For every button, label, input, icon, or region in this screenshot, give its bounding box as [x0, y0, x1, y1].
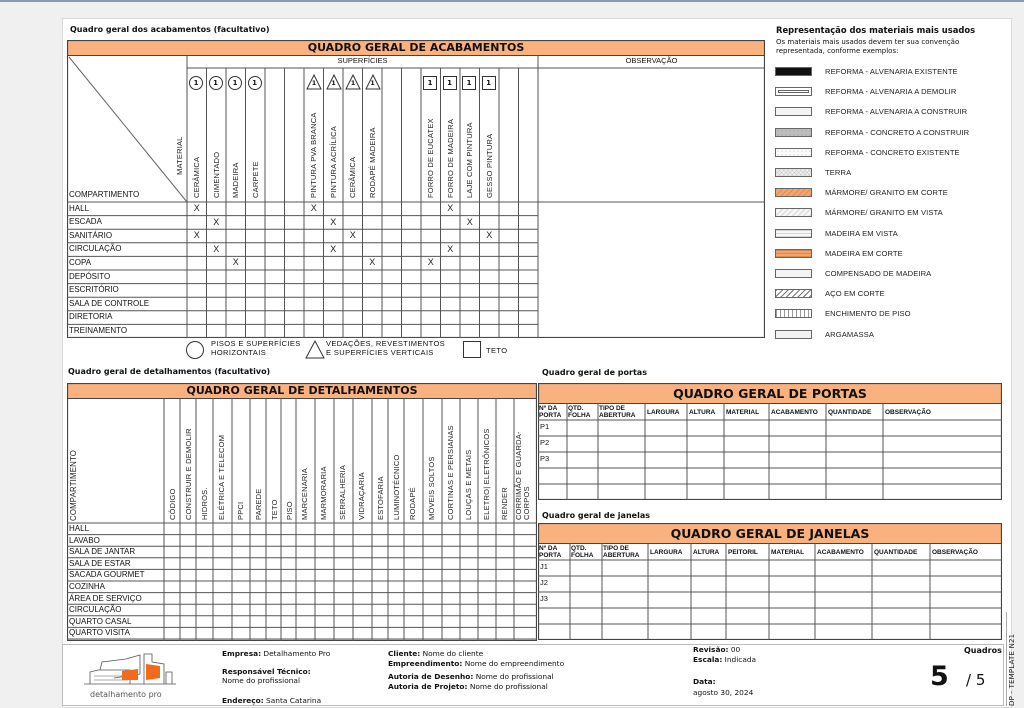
det-column-header: CORRIMÃO E GUARDA- [514, 431, 523, 520]
template-code: DP - TEMPLATE N21 [1008, 633, 1016, 706]
portas-table [538, 383, 1002, 500]
responsavel-label: Responsável Técnico: [222, 667, 311, 676]
janelas-table-title: QUADRO GERAL DE JANELAS [670, 526, 870, 541]
data-field [693, 677, 716, 686]
triangle-legend-line-1: VEDAÇÕES, REVESTIMENTOS [326, 339, 446, 348]
det-column-header: MARCENARIA [300, 467, 309, 520]
janelas-column-header [603, 545, 639, 559]
triangle-badge-icon [326, 74, 342, 89]
triangle-legend-line-2: E SUPERFÍCIES VERTICAIS [326, 347, 434, 357]
escala-value: Indicada [724, 655, 757, 664]
portas-column-header [599, 405, 635, 419]
janelas-column-header [571, 545, 593, 559]
det-column-header: CÓDIGO [168, 488, 177, 520]
acab-row-label: HALL [69, 203, 90, 213]
det-column-header: PPCI [236, 501, 245, 520]
det-row-label: SALA DE ESTAR [69, 558, 131, 568]
detalhamentos-table [67, 383, 537, 641]
circle-badge-icon: 1 [209, 76, 223, 90]
acab-diagonal [69, 57, 187, 202]
acab-row-label: ESCADA [69, 217, 102, 227]
portas-column-header: MATERIAL [726, 409, 760, 416]
det-column-header: PAREDE [254, 488, 263, 520]
circle-legend-label [211, 340, 301, 357]
portas-header-line-2: ABERTURA [599, 412, 636, 419]
material-axis-label: MATERIAL [175, 136, 184, 175]
autoria-desenho-value: Nome do profissional [475, 672, 554, 681]
acab-mark-x: X [447, 243, 454, 254]
escala-field [693, 655, 756, 664]
det-row-label: SALA DE JANTAR [69, 547, 136, 557]
empreendimento-field [388, 659, 564, 668]
janelas-row-id: J3 [540, 594, 548, 603]
material-swatch-icon [775, 148, 812, 157]
materiais-title: Representação dos materiais mais usados [776, 25, 976, 35]
acab-row-label: DIRETORIA [69, 312, 113, 322]
acab-mark-x: X [486, 230, 493, 241]
janelas-row-id: J1 [540, 562, 548, 571]
observacao-header: OBSERVAÇÃO [625, 56, 678, 65]
acabamentos-section-title: Quadro geral dos acabamentos (facultativo) [70, 25, 270, 34]
acabamentos-table-title: QUADRO GERAL DE ACABAMENTOS [307, 41, 525, 54]
det-column-header-cont: CORPOS [522, 486, 531, 520]
materiais-subtitle-line-1: Os materiais mais usados devem ter sua convenção [776, 38, 960, 46]
materiais-subtitle-line-2: representada, conforme exemplos: [776, 47, 899, 55]
acab-row-label: TREINAMENTO [69, 325, 128, 335]
responsavel-value: Nome do profissional [222, 676, 300, 685]
compartimento-axis-label: COMPARTIMENTO [69, 190, 140, 199]
square-badge-icon: 1 [462, 76, 476, 90]
det-row-label: QUARTO CASAL [69, 616, 132, 626]
janelas-header-line-2: PORTA [539, 552, 562, 559]
portas-column-header: LARGURA [647, 409, 680, 416]
janelas-header-line-1: QTD. [571, 545, 587, 552]
material-label: REFORMA - ALVENARIA EXISTENTE [825, 67, 958, 76]
det-column-header: ESTOFARIA [376, 476, 385, 520]
material-swatch-icon [775, 208, 812, 217]
janelas-column-header: QUANTIDADE [874, 549, 918, 556]
acab-row-label: DEPÓSITO [69, 271, 111, 281]
acabamentos-table [67, 40, 765, 338]
portas-header-line-2: FOLHA [568, 412, 591, 419]
material-label: MÁRMORE/ GRANITO EM VISTA [825, 208, 943, 218]
acab-mark-x: X [447, 203, 454, 213]
triangle-badge-icon [306, 74, 322, 89]
portas-header-line-1: Nº DA [539, 405, 558, 412]
portas-row-id: P2 [540, 438, 550, 447]
quadros-label: Quadros [964, 646, 1002, 655]
acab-mark-x: X [330, 243, 337, 254]
detalhamentos-table-title: QUADRO GERAL DE DETALHAMENTOS [186, 384, 418, 397]
empreendimento-value: Nome do empreendimento [464, 659, 565, 668]
triangle-badge-text: 1 [311, 79, 317, 87]
material-label: TERRA [825, 168, 852, 177]
det-column-header: RENDER [500, 487, 509, 520]
janelas-header-line-1: TIPO DE [603, 545, 630, 552]
acab-row-label: COPA [69, 257, 92, 267]
acab-mark-x: X [466, 216, 473, 227]
det-column-header: RODAPÉ [408, 487, 417, 520]
square-badge-icon: 1 [443, 76, 457, 90]
triangle-legend-label [326, 340, 445, 357]
acab-column-header: LAJE COM PINTURA [465, 122, 474, 198]
janelas-column-header: MATERIAL [771, 549, 805, 556]
material-label: REFORMA - CONCRETO EXISTENTE [825, 147, 960, 157]
autoria-desenho-field [388, 672, 554, 681]
portas-column-header [568, 405, 590, 419]
revisao-field [693, 645, 740, 654]
responsavel-field [222, 667, 311, 676]
escala-label: Escala: [693, 655, 723, 664]
endereco-label: Endereço: [222, 696, 264, 705]
material-swatch-icon [775, 309, 812, 318]
portas-section-title: Quadro geral de portas [542, 368, 647, 377]
material-swatch-icon [775, 107, 812, 116]
material-label: ENCHIMENTO DE PISO [825, 309, 911, 319]
autoria-projeto-label: Autoria de Projeto: [388, 682, 468, 691]
page-total: / 5 [966, 671, 986, 689]
det-column-header: LUMINOTÉCNICO [392, 454, 401, 520]
acab-mark-x: X [213, 216, 220, 227]
material-label: MADEIRA EM VISTA [825, 228, 898, 238]
cliente-field [388, 649, 483, 658]
det-column-header: HIDROS. [200, 487, 209, 520]
acab-mark-x: X [213, 243, 220, 254]
circle-badge-icon: 1 [228, 76, 242, 90]
material-swatch-icon [775, 229, 812, 238]
triangle-badge-text: 1 [331, 79, 336, 87]
det-column-header: ELETRO| ELETRÔNICOS [482, 428, 491, 520]
empresa-value: Detalhamento Pro [263, 649, 331, 658]
acab-column-header: PINTURA PVA BRANCA [309, 112, 318, 198]
triangle-badge-icon [345, 74, 361, 89]
cliente-label: Cliente: [388, 649, 421, 658]
portas-column-header [539, 405, 561, 419]
acab-column-header: PINTURA ACRÍLICA [328, 126, 338, 198]
material-swatch-icon [775, 188, 812, 197]
square-badge-icon: 1 [423, 76, 437, 90]
material-swatch-icon [775, 249, 812, 258]
material-label: MÁRMORE/ GRANITO EM CORTE [825, 188, 948, 198]
acab-column-header: MADEIRA [231, 162, 240, 198]
detalhamentos-section-title: Quadro geral de detalhamentos (facultativo) [68, 367, 271, 376]
page-current: 5 [930, 661, 949, 692]
janelas-header-line-1: Nº DA [539, 545, 558, 552]
acab-border [68, 41, 765, 338]
janelas-column-header: ALTURA [693, 549, 720, 556]
material-label: ARGAMASSA [825, 329, 875, 339]
triangle-legend-icon [305, 340, 325, 359]
acab-row-label: ESCRITÓRIO [69, 285, 119, 295]
acab-column-header: CERÂMICA [192, 156, 201, 198]
square-badge-icon: 1 [482, 76, 496, 90]
acab-mark-x: X [193, 230, 200, 241]
acab-mark-x: X [193, 203, 200, 213]
material-label: MADEIRA EM CORTE [825, 248, 903, 258]
det-column-header: SERRALHERIA [338, 464, 347, 520]
portas-header-line-1: TIPO DE [599, 405, 626, 412]
empresa-field [222, 649, 330, 658]
janelas-column-header [539, 545, 561, 559]
janelas-row-id: J2 [540, 578, 548, 587]
material-swatch-icon [775, 269, 812, 278]
acab-row-label: CIRCULAÇÃO [69, 244, 122, 254]
material-swatch-icon [775, 168, 812, 177]
portas-header-line-1: QTD. [568, 405, 584, 412]
autoria-projeto-field [388, 682, 548, 691]
det-row-label: SACADA GOURMET [69, 570, 145, 580]
det-row-label: ÁREA DE SERVIÇO [69, 593, 142, 603]
revisao-label: Revisão: [693, 645, 729, 654]
material-swatch-icon [775, 289, 812, 298]
acab-mark-x: X [427, 257, 434, 268]
acab-row-label: SANITÁRIO [69, 230, 113, 240]
material-label: AÇO EM CORTE [825, 289, 885, 299]
janelas-header-line-2: FOLHA [571, 552, 594, 559]
material-label: REFORMA - ALVENARIA A DEMOLIR [825, 87, 957, 97]
acab-column-header: GESSO PINTURA [484, 133, 494, 198]
acab-mark-x: X [330, 216, 337, 227]
portas-column-header: OBSERVAÇÃO [885, 409, 931, 416]
acab-column-header: CERÂMICA [348, 156, 357, 198]
triangle-badge-icon [365, 74, 381, 89]
empreendimento-label: Empreendimento: [388, 659, 463, 668]
janelas-section-title: Quadro geral de janelas [542, 511, 650, 520]
company-logo [80, 650, 180, 690]
material-label: COMPENSADO DE MADEIRA [825, 269, 932, 278]
logo-text: detalhamento pro [90, 690, 162, 699]
acab-mark-x: X [349, 230, 356, 241]
data-label: Data: [693, 677, 716, 686]
portas-row-id: P1 [540, 422, 550, 431]
acab-column-header: RODAPÉ MADEIRA [367, 127, 377, 198]
det-column-header: CORTINAS E PERSIANAS [446, 425, 455, 520]
empresa-label: Empresa: [222, 649, 262, 658]
data-value: agosto 30, 2024 [693, 688, 754, 697]
acabamentos-grid [67, 40, 765, 338]
portas-column-header: ACABAMENTO [771, 409, 818, 416]
det-row-label: QUARTO VISITA [69, 628, 130, 638]
superficies-header: SUPERFÍCIES [337, 56, 388, 65]
janelas-column-header: LARGURA [650, 549, 683, 556]
endereco-value: Santa Catarina [266, 696, 322, 705]
circle-badge-icon: 1 [248, 76, 262, 90]
det-column-header: ELÉTRICA E TELECOM [217, 434, 226, 520]
cliente-value: Nome do cliente [422, 649, 484, 658]
det-column-header: MÓVEIS SOLTOS [427, 456, 436, 520]
revisao-value: 00 [730, 645, 741, 654]
acab-column-header: FORRO DE MADEIRA [445, 118, 455, 198]
acab-row-label: SALA DE CONTROLE [69, 298, 150, 308]
janelas-header-line-2: ABERTURA [603, 552, 640, 559]
janelas-column-header: PEITORIL [728, 549, 758, 556]
acab-mark-x: X [369, 257, 376, 268]
materiais-subtitle [776, 38, 959, 56]
det-compartimento-label: COMPARTIMENTO [69, 449, 78, 521]
portas-header-line-2: PORTA [539, 412, 562, 419]
acab-column-header: FORRO DE EUCATEX [426, 118, 435, 198]
autoria-projeto-value: Nome do profissional [469, 682, 548, 691]
det-column-header: PISO [285, 501, 294, 520]
endereco-field [222, 696, 321, 705]
circle-legend-line-2: HORIZONTAIS [211, 347, 267, 357]
janelas-column-header: ACABAMENTO [817, 549, 864, 556]
det-column-header: LOUÇAS E METAIS [464, 449, 473, 520]
janelas-table [538, 523, 1002, 640]
acab-mark-x: X [232, 257, 239, 268]
portas-table-title: QUADRO GERAL DE PORTAS [673, 386, 867, 401]
portas-column-header: ALTURA [689, 409, 716, 416]
det-row-label: CIRCULAÇÃO [69, 605, 122, 615]
portas-column-header: QUANTIDADE [828, 409, 872, 416]
circle-legend-line-1: PISOS E SUPERFÍCIES [211, 339, 301, 348]
triangle-badge-text: 1 [370, 79, 375, 87]
window-top-edge [0, 0, 1024, 2]
det-column-header: VIDRAÇARIA [357, 472, 366, 520]
circle-legend-icon [186, 341, 204, 359]
det-column-header: MARMORARIA [319, 466, 328, 520]
material-swatch-icon [775, 67, 812, 76]
circle-badge-icon: 1 [189, 76, 203, 90]
det-column-header: TETO [270, 499, 279, 520]
det-row-label: COZINHA [69, 582, 105, 591]
janelas-column-header: OBSERVAÇÃO [932, 549, 978, 556]
square-legend-label: TETO [486, 346, 508, 355]
square-legend-icon [463, 341, 481, 358]
acab-mark-x: X [310, 203, 317, 213]
material-swatch-icon [775, 128, 812, 137]
acab-column-header: CIMENTADO [211, 151, 221, 198]
material-swatch-icon [775, 330, 812, 339]
det-row-label: HALL [69, 524, 90, 533]
material-swatch-icon [775, 87, 812, 96]
acab-column-header: CARPETE [250, 161, 260, 198]
triangle-badge-text: 1 [350, 79, 356, 87]
det-row-label: LAVABO [69, 535, 100, 545]
material-label: REFORMA - ALVENARIA A CONSTRUIR [825, 107, 968, 117]
material-label: REFORMA - CONCRETO A CONSTRUIR [825, 127, 970, 137]
autoria-desenho-label: Autoria de Desenho: [388, 672, 474, 681]
det-column-header: CONSTRUIR E DEMOLIR [184, 428, 193, 520]
portas-row-id: P3 [540, 454, 550, 463]
